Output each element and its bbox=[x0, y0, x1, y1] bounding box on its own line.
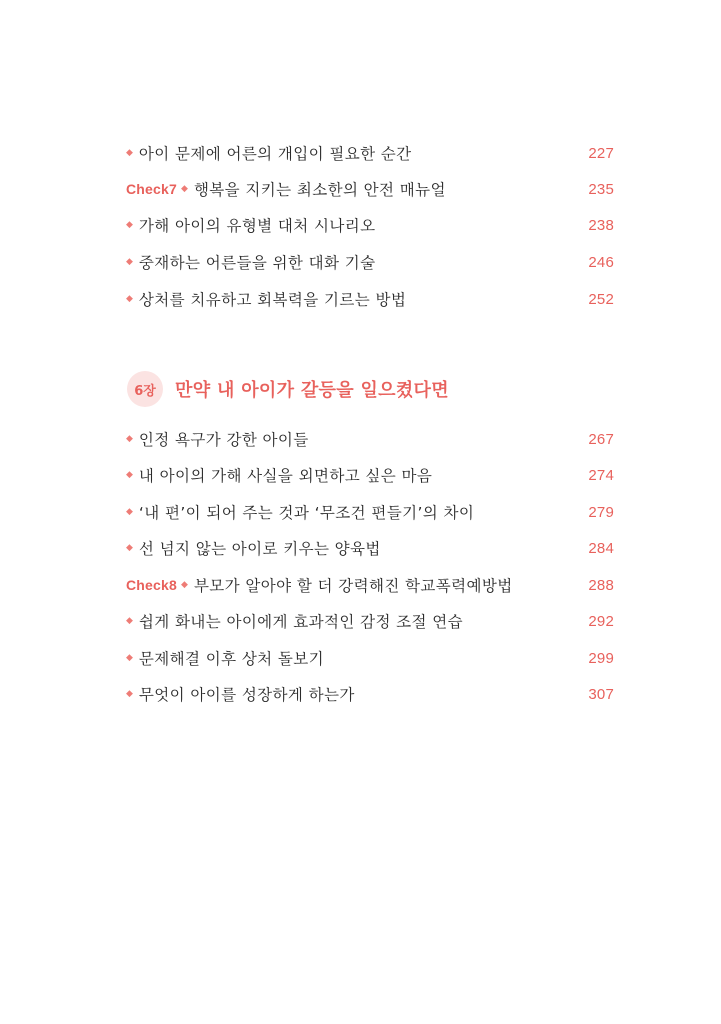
toc-entry[interactable] bbox=[126, 500, 614, 524]
bullet-icon: ◆ bbox=[126, 543, 133, 553]
chapter-title: 만약 내 아이가 갈등을 일으켰다면 bbox=[175, 380, 449, 401]
toc-entry[interactable] bbox=[126, 250, 614, 274]
entry-page-number: 307 bbox=[588, 685, 614, 703]
bullet-icon: ◆ bbox=[126, 220, 133, 230]
entry-title: 부모가 알아야 할 더 강력해진 학교폭력예방법 bbox=[193, 577, 513, 595]
toc-entry[interactable] bbox=[126, 427, 614, 451]
entry-page-number: 279 bbox=[588, 503, 614, 521]
chapter-badge: 6장 bbox=[127, 371, 163, 407]
toc-entry[interactable] bbox=[126, 213, 614, 237]
bullet-icon: ◆ bbox=[181, 580, 188, 590]
entry-page-number: 246 bbox=[588, 253, 614, 271]
entry-title: 쉽게 화내는 아이에게 효과적인 감정 조절 연습 bbox=[138, 613, 463, 631]
entry-title: 중재하는 어른들을 위한 대화 기술 bbox=[138, 254, 376, 272]
check-label: Check7 bbox=[126, 181, 178, 197]
entry-page-number: 238 bbox=[588, 216, 614, 234]
entry-page-number: 292 bbox=[588, 612, 614, 630]
bullet-icon: ◆ bbox=[126, 507, 133, 517]
toc-entry[interactable] bbox=[126, 463, 614, 487]
entry-page-number: 227 bbox=[588, 144, 614, 162]
bullet-icon: ◆ bbox=[126, 689, 133, 699]
check-label: Check8 bbox=[126, 577, 178, 593]
bullet-icon: ◆ bbox=[126, 257, 133, 267]
chapter-heading[interactable] bbox=[127, 371, 449, 407]
bullet-icon: ◆ bbox=[126, 148, 133, 158]
toc-entry[interactable] bbox=[126, 682, 614, 706]
entry-page-number: 299 bbox=[588, 649, 614, 667]
bullet-icon: ◆ bbox=[126, 616, 133, 626]
entry-title: 문제해결 이후 상처 돌보기 bbox=[138, 650, 325, 668]
toc-entry[interactable] bbox=[126, 536, 614, 560]
entry-title: 행복을 지키는 최소한의 안전 매뉴얼 bbox=[193, 181, 446, 199]
toc-entry[interactable] bbox=[126, 573, 614, 597]
entry-title: ‘내 편’이 되어 주는 것과 ‘무조건 편들기’의 차이 bbox=[138, 504, 475, 522]
entry-title: 상처를 치유하고 회복력을 기르는 방법 bbox=[138, 291, 407, 309]
toc-entry[interactable] bbox=[126, 141, 614, 165]
entry-title: 인정 욕구가 강한 아이들 bbox=[138, 431, 309, 449]
bullet-icon: ◆ bbox=[126, 434, 133, 444]
toc-entry[interactable] bbox=[126, 646, 614, 670]
toc-entry[interactable] bbox=[126, 177, 614, 201]
entry-title: 무엇이 아이를 성장하게 하는가 bbox=[138, 686, 355, 704]
bullet-icon: ◆ bbox=[126, 470, 133, 480]
bullet-icon: ◆ bbox=[126, 653, 133, 663]
entry-title: 아이 문제에 어른의 개입이 필요한 순간 bbox=[138, 145, 412, 163]
entry-title: 가해 아이의 유형별 대처 시나리오 bbox=[138, 217, 376, 235]
entry-title: 내 아이의 가해 사실을 외면하고 싶은 마음 bbox=[138, 467, 433, 485]
entry-page-number: 235 bbox=[588, 180, 614, 198]
entry-page-number: 284 bbox=[588, 539, 614, 557]
entry-page-number: 252 bbox=[588, 290, 614, 308]
bullet-icon: ◆ bbox=[181, 184, 188, 194]
entry-title: 선 넘지 않는 아이로 키우는 양육법 bbox=[138, 540, 381, 558]
entry-page-number: 274 bbox=[588, 466, 614, 484]
entry-page-number: 267 bbox=[588, 430, 614, 448]
bullet-icon: ◆ bbox=[126, 294, 133, 304]
toc-entry[interactable] bbox=[126, 287, 614, 311]
toc-entry[interactable] bbox=[126, 609, 614, 633]
entry-page-number: 288 bbox=[588, 576, 614, 594]
